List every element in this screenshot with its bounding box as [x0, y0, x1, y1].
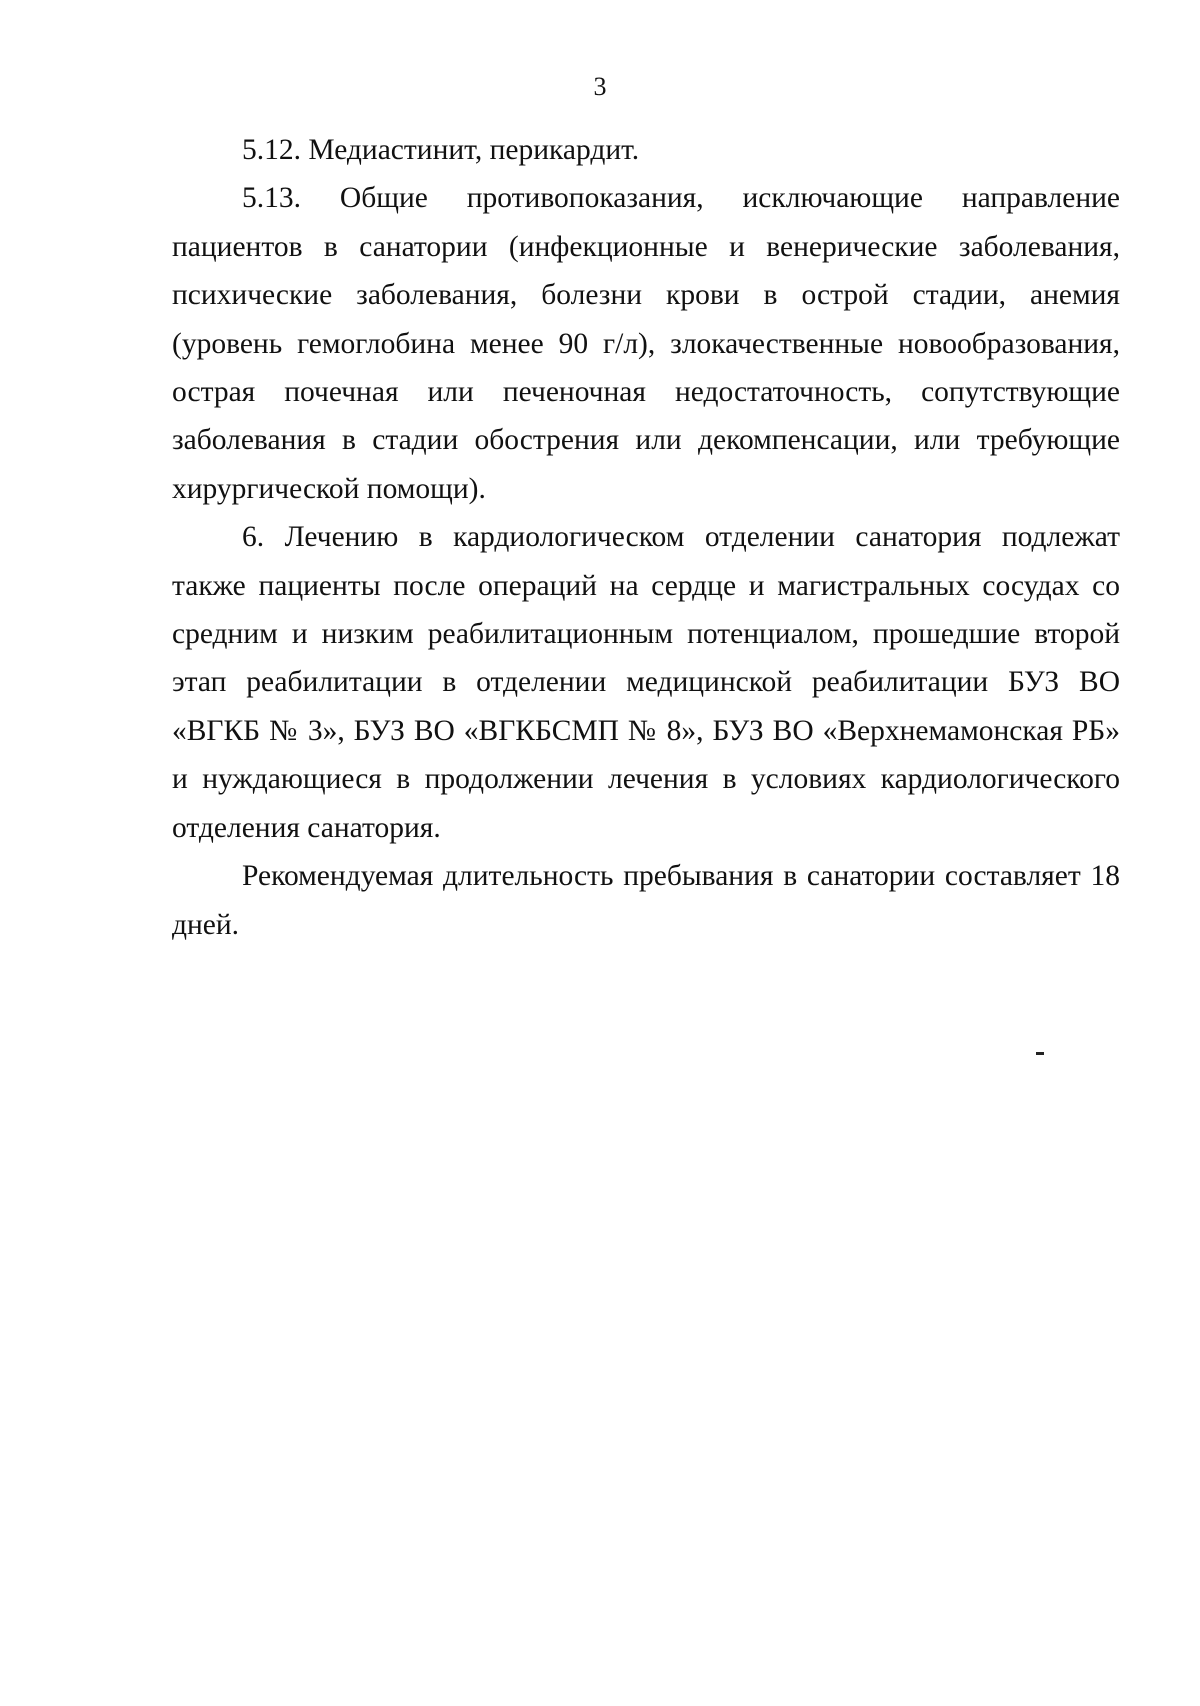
paragraph-duration: Рекомендуемая длительность пребывания в санатории составляет 18 дней.	[172, 860, 1120, 941]
scan-artifact-mark	[1036, 1052, 1044, 1055]
page-number: 3	[593, 72, 607, 101]
paragraph-5-13: 5.13. Общие противопоказания, исключающие направление пациентов в санатории (инфекционные и венерические заболевания, психические заболевания, болезни крови в острой стадии, анемия (уровень гемоглобина менее 90 г/л), злокачественные новообразования, острая почечная или печеночная недостаточность, сопутствующие заболевания в стадии обострения или декомпенсации, или требующие хирургической помощи).	[172, 182, 1120, 505]
paragraph-5-12: 5.12. Медиастинит, перикардит.	[242, 134, 640, 166]
paragraph-6: 6. Лечению в кардиологическом отделении санатория подлежат также пациенты после операций на сердце и магистральных сосудах со средним и низким реабилитационным потенциалом, прошедшие второй этап реабилитации в отделении медицинской реабилитации БУЗ ВО «ВГКБ № 3», БУЗ ВО «ВГКБСМП № 8», БУЗ ВО «Верхнемамонская РБ» и нуждающиеся в продолжении лечения в условиях кардиологического отделения санатория.	[172, 521, 1120, 844]
document-body	[172, 126, 1120, 949]
